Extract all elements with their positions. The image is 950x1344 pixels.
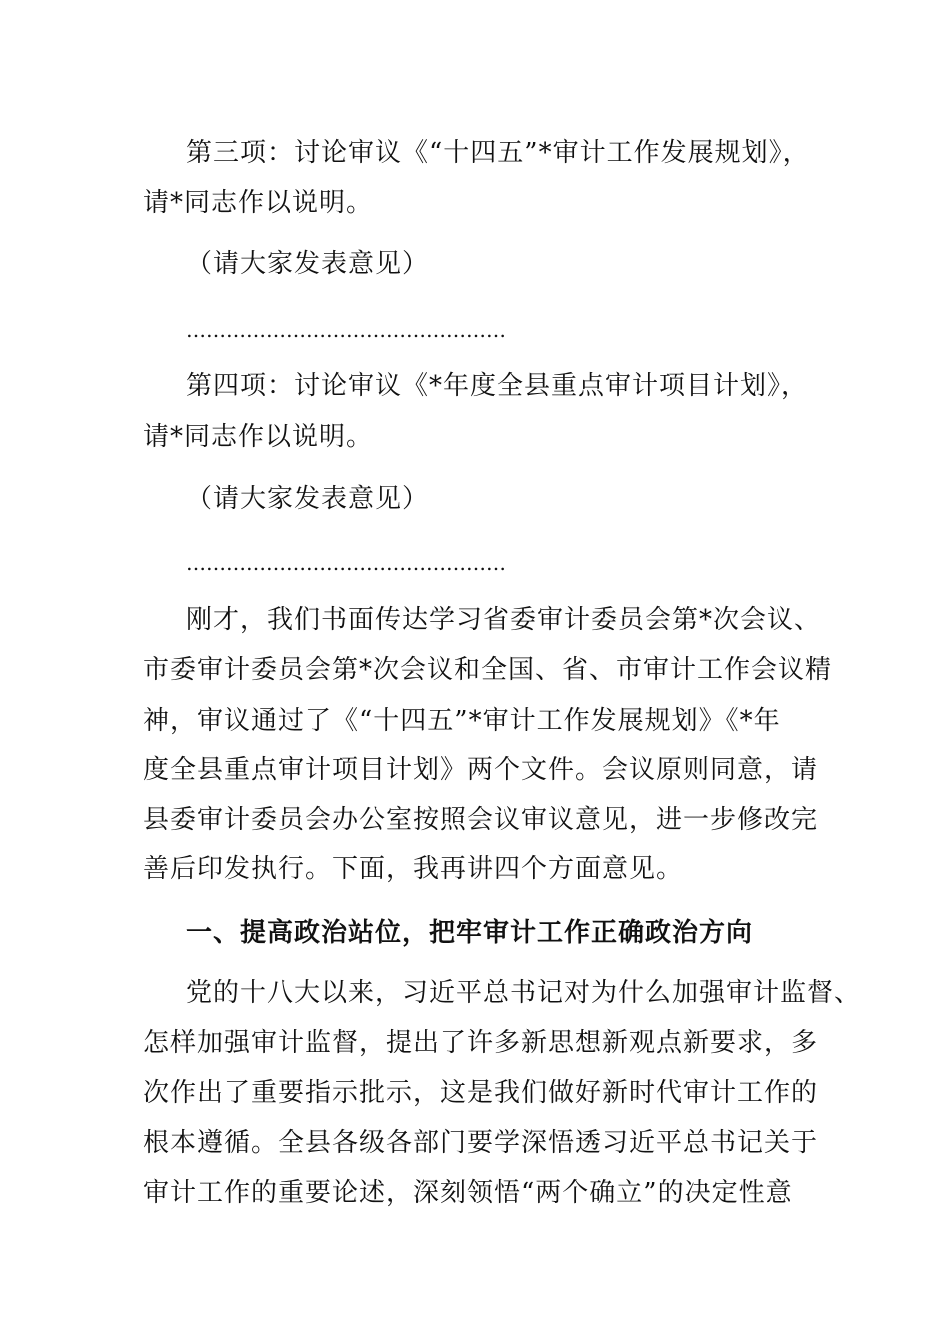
section-heading-one: 一、提高政治站位，把牢审计工作正确政治方向 xyxy=(186,918,754,948)
opinion-prompt-2: （请大家发表意见） xyxy=(186,484,430,514)
summary-paragraph-line-2: 市委审计委员会第*次会议和全国、省、市审计工作会议精 xyxy=(143,655,833,685)
item-three-line-2: 请*同志作以说明。 xyxy=(143,188,374,218)
summary-paragraph-line-4: 度全县重点审计项目计划》两个文件。会议原则同意，请 xyxy=(143,755,819,785)
section-paragraph-line-4: 根本遵循。全县各级各部门要学深悟透习近平总书记关于 xyxy=(143,1128,819,1158)
section-paragraph-line-5: 审计工作的重要论述，深刻领悟“两个确立”的决定性意 xyxy=(143,1178,793,1208)
item-three-line-1: 第三项：讨论审议《“十四五”*审计工作发展规划》， xyxy=(186,138,810,168)
ellipsis-separator-1: ………………………………………… xyxy=(186,318,506,342)
opinion-prompt-1: （请大家发表意见） xyxy=(186,249,430,279)
summary-paragraph-line-5: 县委审计委员会办公室按照会议审议意见，进一步修改完 xyxy=(143,805,819,835)
summary-paragraph-line-3: 神，审议通过了《“十四五”*审计工作发展规划》《*年 xyxy=(143,706,781,736)
section-paragraph-line-1: 党的十八大以来，习近平总书记对为什么加强审计监督、 xyxy=(186,978,862,1008)
ellipsis-separator-2: ………………………………………… xyxy=(186,551,506,575)
section-paragraph-line-3: 次作出了重要指示批示，这是我们做好新时代审计工作的 xyxy=(143,1078,819,1108)
summary-paragraph-line-6: 善后印发执行。下面，我再讲四个方面意见。 xyxy=(143,854,684,884)
summary-paragraph-line-1: 刚才，我们书面传达学习省委审计委员会第*次会议、 xyxy=(186,605,822,635)
section-paragraph-line-2: 怎样加强审计监督，提出了许多新思想新观点新要求，多 xyxy=(143,1028,819,1058)
item-four-line-1: 第四项：讨论审议《*年度全县重点审计项目计划》， xyxy=(186,371,809,401)
item-four-line-2: 请*同志作以说明。 xyxy=(143,422,374,452)
